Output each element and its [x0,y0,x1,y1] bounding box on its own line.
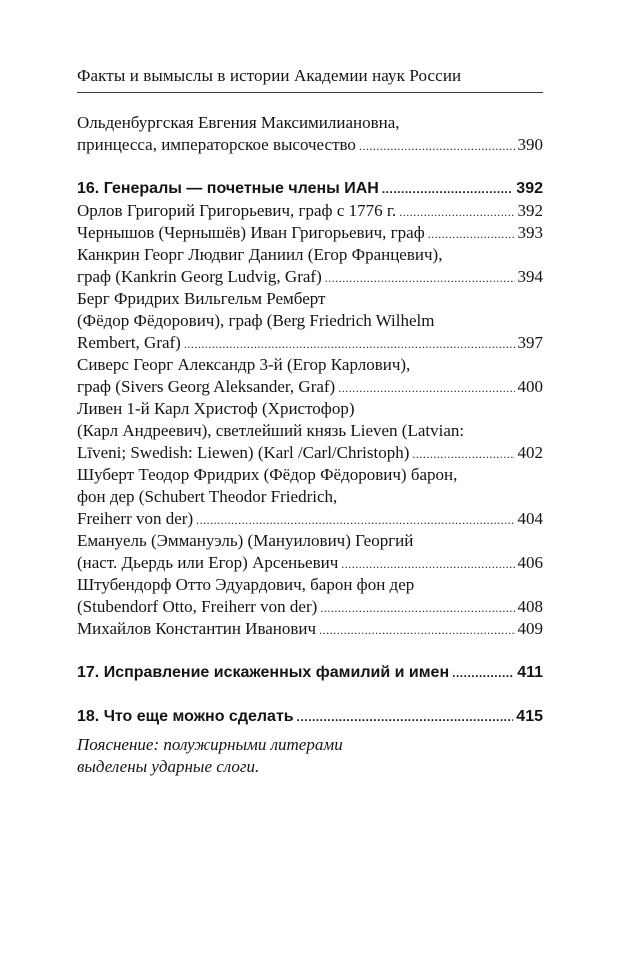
toc-section-entry[interactable] [77,706,543,728]
dot-leader [338,377,514,398]
table-of-contents [77,112,543,728]
section-gap [77,156,543,178]
toc-line [77,552,543,574]
toc-entry[interactable] [77,574,543,618]
toc-line [77,618,543,640]
toc-entry[interactable] [77,200,543,222]
toc-line [77,596,543,618]
dot-leader [196,509,514,530]
page-number: 400 [517,377,543,396]
toc-entry[interactable] [77,222,543,244]
dot-leader [320,597,514,618]
dot-leader [184,333,515,354]
toc-entry-text: 16. Генералы — почетные члены ИАН [77,180,379,197]
toc-line [77,706,543,728]
toc-entry-text: Орлов Григорий Григорьевич, граф с 1776 г. [77,201,397,220]
toc-line [77,376,543,398]
toc-entry-text: Ливен 1-й Карл Христоф (Христофор) [77,399,355,418]
toc-line [77,244,543,266]
toc-entry-text: Līveni; Swedish: Liewen) (Karl /Carl/Christoph) [77,443,410,462]
toc-entry-text: (наст. Дьердь или Егор) Арсеньевич [77,553,339,572]
toc-line [77,442,543,464]
page-number: 392 [517,201,543,220]
page-number: 402 [517,443,543,462]
toc-line [77,486,543,508]
toc-line [77,288,543,310]
toc-line [77,222,543,244]
toc-line [77,178,543,200]
header-rule [77,92,543,93]
toc-entry-text: Канкрин Георг Людвиг Даниил (Егор Францевич), [77,245,443,264]
toc-entry-text: Емануель (Эммануэль) (Мануилович) Георгий [77,531,414,550]
note-line: Пояснение: полужирными литерами [77,735,343,754]
page-number: 409 [517,619,543,638]
page-number: 390 [517,135,543,154]
toc-entry-text: граф (Sivers Georg Aleksander, Graf) [77,377,336,396]
toc-entry-text: фон дер (Schubert Theodor Friedrich, [77,487,338,506]
page-number: 392 [516,180,543,197]
toc-entry-text: Сиверс Георг Александр 3-й (Егор Карлович), [77,355,411,374]
page-number: 415 [516,708,543,725]
toc-line [77,508,543,530]
toc-section-entry[interactable] [77,662,543,684]
footnote [77,734,343,778]
dot-leader [452,662,514,684]
toc-line [77,310,543,332]
toc-line [77,266,543,288]
dot-leader [399,201,514,222]
toc-entry-text: принцесса, императорское высочество [77,135,356,154]
toc-entry-text: Шуберт Теодор Фридрих (Фёдор Фёдорович) барон, [77,465,458,484]
toc-entry-text: 18. Что еще можно сделать [77,708,294,725]
toc-line [77,134,543,156]
dot-leader [359,135,515,156]
page-number: 408 [517,597,543,616]
toc-line [77,464,543,486]
dot-leader [412,443,514,464]
page-number: 397 [517,333,543,352]
toc-entry-text: (Фёдор Фёдорович), граф (Berg Friedrich Wilhelm [77,311,435,330]
dot-leader [319,619,514,640]
toc-entry[interactable] [77,288,543,354]
toc-entry-text: Ольденбургская Евгения Максимилиановна, [77,113,400,132]
toc-entry-text: (Stubendorf Otto, Freiherr von der) [77,597,318,616]
toc-line [77,332,543,354]
toc-entry-text: Штубендорф Отто Эдуардович, барон фон дер [77,575,415,594]
toc-entry[interactable] [77,464,543,530]
page-number: 394 [517,267,543,286]
page-number: 404 [517,509,543,528]
dot-leader [297,706,514,728]
toc-line [77,574,543,596]
page-number: 411 [517,664,543,681]
section-gap [77,684,543,706]
toc-entry-text: граф (Kankrin Georg Ludvig, Graf) [77,267,322,286]
toc-entry[interactable] [77,618,543,640]
toc-section-entry[interactable] [77,178,543,200]
toc-entry[interactable] [77,398,543,464]
toc-line [77,420,543,442]
toc-line [77,112,543,134]
toc-entry-text: Михайлов Константин Иванович [77,619,317,638]
note-line: выделены ударные слоги. [77,757,260,776]
toc-line [77,530,543,552]
toc-entry-text: Берг Фридрих Вильгельм Ремберт [77,289,326,308]
toc-entry[interactable] [77,530,543,574]
toc-line [77,200,543,222]
toc-entry-text: 17. Исправление искаженных фамилий и имен [77,664,450,681]
section-gap [77,640,543,662]
toc-line [77,354,543,376]
toc-entry[interactable] [77,354,543,398]
toc-line [77,662,543,684]
toc-line [77,398,543,420]
toc-entry-text: Rembert, Graf) [77,333,181,352]
dot-leader [428,223,515,244]
toc-entry-text: Freiherr von der) [77,509,194,528]
toc-entry-text: (Карл Андреевич), светлейший князь Lieven (Latvian: [77,421,465,440]
dot-leader [325,267,515,288]
dot-leader [341,553,514,574]
toc-entry[interactable] [77,244,543,288]
page-number: 393 [517,223,543,242]
toc-entry[interactable] [77,112,543,156]
running-header: Факты и вымыслы в истории Академии наук России [77,66,462,85]
dot-leader [382,178,513,200]
page-number: 406 [517,553,543,572]
toc-entry-text: Чернышов (Чернышёв) Иван Григорьевич, граф [77,223,425,242]
